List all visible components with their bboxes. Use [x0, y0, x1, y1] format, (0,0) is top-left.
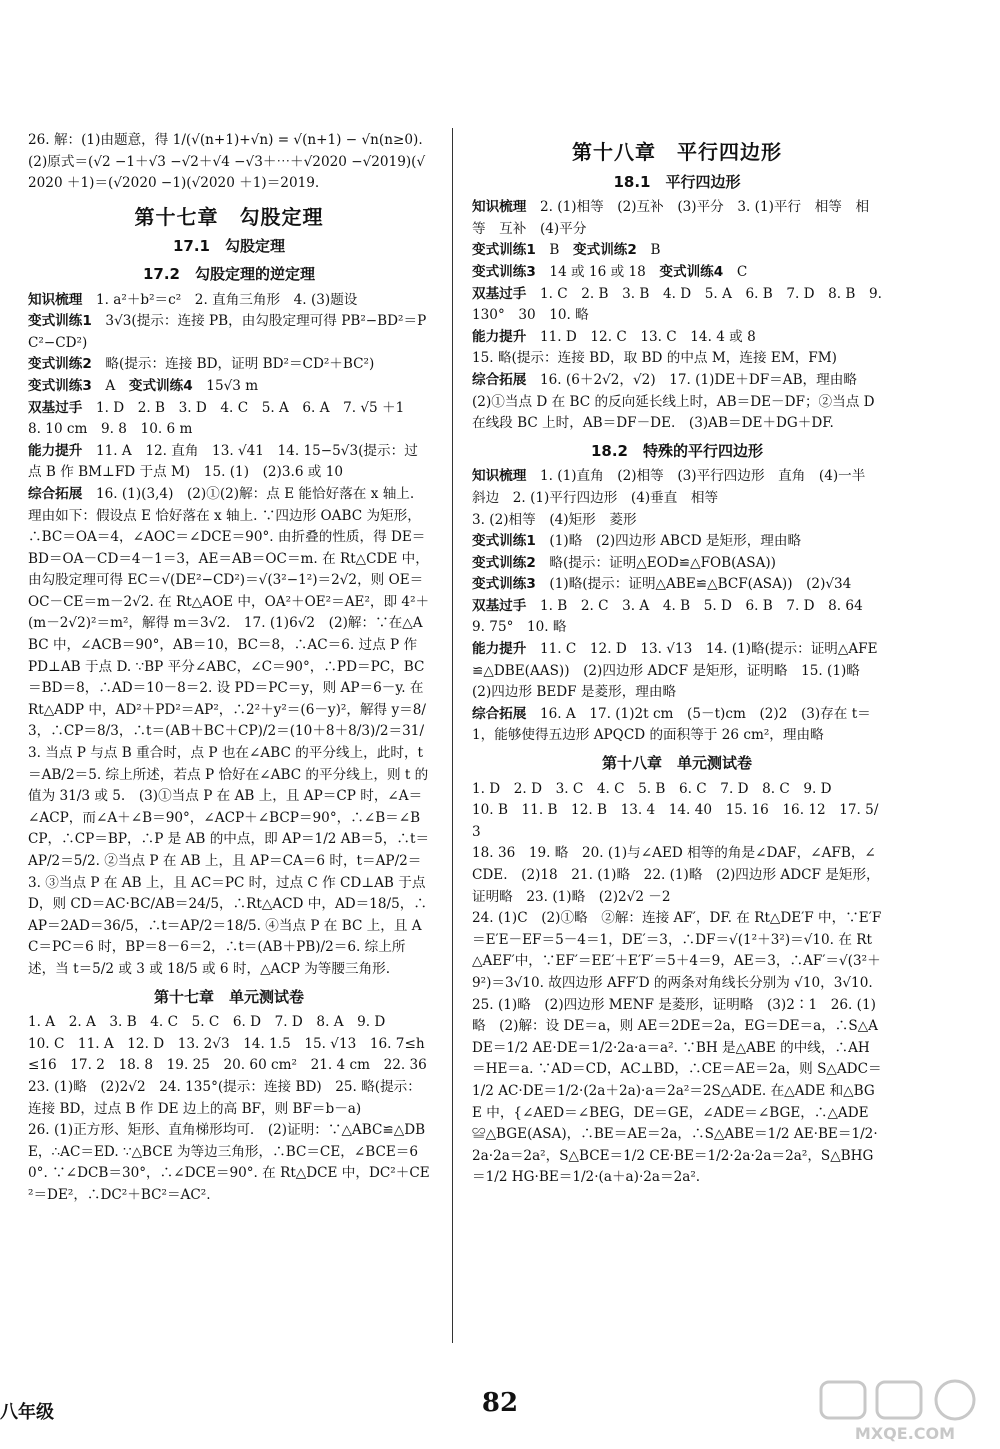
- answer-paragraph: 变式训练1 (1)略 (2)四边形 ABCD 是矩形，理由略: [472, 533, 802, 550]
- answer-paragraph: 知识梳理 1. a²＋b²＝c² 2. 直角三角形 4. (3)题设: [28, 291, 358, 308]
- answer-paragraph: 知识梳理 1. (1)直角 (2)相等 (3)平行四边形 直角 (4)一半 斜边 2. (1)平行四边形 (4)垂直 相等: [472, 468, 879, 506]
- watermark-logo-icon: [815, 1378, 995, 1444]
- answer-paragraph: 变式训练3 14 或 16 或 18 变式训练4 C: [472, 263, 748, 280]
- section-title: 18.2 特殊的平行四边形: [590, 441, 763, 460]
- answer-paragraph: 综合拓展 16. A 17. (1)2t cm (5－t)cm (2)2 (3)存在 t＝1，能够使得五边形 APQCD 的面积等于 26 cm²，理由略: [472, 705, 871, 744]
- answer-paragraph: 综合拓展 16. (6＋2√2，√2) 17. (1)DE＋DF＝AB，理由略 (2)①当点 D 在 BC 的反向延长线上时，AB＝DE－DF；②当点 D 在线段 BC 上时，AB＝DF－DE. (3)AB＝DE＋DG＋DF.: [472, 371, 875, 432]
- answer-paragraph: 能力提升 11. D 12. C 13. C 14. 4 或 8: [472, 328, 756, 345]
- answer-paragraph: 26. (1)正方形、矩形、直角梯形均可. (2)证明：∵△ABC≌△DBE，∴AC＝ED. ∵△BCE 为等边三角形，∴BC＝CE，∠BCE＝60°. ∵∠DCB＝30°，∴∠DCE＝90°. 在 Rt△DCE 中，DC²＋CE²＝DE²，∴DC²＋BC²＝AC².: [28, 1122, 430, 1203]
- answer-paragraph: 能力提升 11. C 12. D 13. √13 14. (1)略(提示：证明△AFE≌△DBE(AAS)) (2)四边形 ADCF 是矩形，证明略 15. (1)略 (2)四边形 BEDF 是菱形，理由略: [472, 641, 878, 701]
- answer-paragraph: 变式训练1 B 变式训练2 B: [472, 242, 661, 259]
- section-title: 第十七章 单元测试卷: [153, 987, 304, 1006]
- answer-paragraph: 10. C 11. A 12. D 13. 2√3 14. 1.5 15. √13 16. 7≤h≤16 17. 2 18. 8 19. 25 20. 60 cm² 21. 4 cm 22. 36: [28, 1035, 427, 1074]
- answer-paragraph: 10. B 11. B 12. B 13. 4 14. 40 15. 16 16. 12 17. 5/3: [472, 802, 879, 840]
- watermark-text: MXQE.COM: [854, 1424, 956, 1443]
- answer-paragraph: 变式训练3 A 变式训练4 15√3 m: [28, 377, 259, 394]
- answer-paragraph: 26. 解：(1)由题意，得 1/(√(n+1)+√n) = √(n+1) − √n(n≥0).: [28, 132, 423, 148]
- answer-paragraph: 变式训练1 3√3(提示：连接 PB，由勾股定理可得 PB²−BD²＝PC²−CD²): [28, 313, 427, 351]
- section-title: 18.1 平行四边形: [613, 172, 741, 191]
- chapter-title: 第十七章 勾股定理: [134, 204, 324, 229]
- answer-paragraph: 双基过手 1. B 2. C 3. A 4. B 5. D 6. B 7. D 8. 64 9. 75° 10. 略: [472, 597, 877, 636]
- answer-paragraph: 变式训练2 略(提示：连接 BD，证明 BD²＝CD²＋BC²): [28, 356, 375, 373]
- answer-paragraph: 18. 36 19. 略 20. (1)与∠AED 相等的角是∠DAF，∠AFB，∠CDE. (2)18 21. (1)略 22. (1)略 (2)四边形 ADCF 是矩形，证明略 23. (1)略 (2)2√2 －2: [472, 845, 880, 905]
- section-title: 17.1 勾股定理: [172, 237, 285, 256]
- grade-label: 八年级: [0, 1402, 54, 1423]
- answer-paragraph: 知识梳理 2. (1)相等 (2)互补 (3)平分 3. (1)平行 相等 相等 互补 (4)平分: [472, 199, 870, 237]
- answer-paragraph: 综合拓展 16. (1)(3,4) (2)①(2)解：点 E 能恰好落在 x 轴上. 理由如下：假设点 E 恰好落在 x 轴上. ∵四边形 OABC 为矩形，∴BC＝OA＝4，∠AOC＝∠DCE＝90°. 由折叠的性质，得 DE＝BD＝OA－CD＝4－1＝3，AE＝AB＝OC＝m. 在 Rt△CDE 中，由勾股定理可得 EC＝√(DE²−CD²)＝√(3²−1²)＝2√2，则 OE＝OC－CE＝m－2√2. 在 Rt△AOE 中，OA²＋OE²＝AE²，即 4²＋(m－2√2)²＝m²，解得 m＝3√2. 17. (1)6√2 (2)解：∵在△ABC 中，∠ACB＝90°，AB＝10，BC＝8，∴AC＝6. 过点 P 作 PD⊥AB 于点 D. ∵BP 平分∠ABC，∠C＝90°，∴PD＝PC，BC＝BD＝8，∴AD＝10－8＝2. 设 PD＝PC＝y，则 AP＝6－y. 在 Rt△ADP 中，AD²＋PD²＝AP²，∴2²＋y²＝(6－y)²，解得 y＝8/3，∴CP＝8/3，∴t＝(AB＋BC＋CP)/2＝(10＋8＋8/3)/2＝31/3. 当点 P 与点 B 重合时，点 P 也在∠ABC 的平分线上，此时，t＝AB/2＝5. 综上所述，若点 P 恰好在∠ABC 的平分线上，则 t 的值为 31/3 或 5. (3)①当点 P 在 AB 上，且 AP＝CP 时，∠A＝∠ACP，而∠A＋∠B＝90°，∠ACP＋∠BCP＝90°，∴∠B＝∠BCP，∴CP＝BP，∴P 是 AB 的中点，即 AP＝1/2 AB＝5，∴t＝AP/2＝5/2. ②当点 P 在 AB 上，且 AP＝CA＝6 时，t＝AP/2＝3. ③当点 P 在 AB 上，且 AC＝PC 时，过点 C 作 CD⊥AB 于点 D，则 CD＝AC·BC/AB＝24/5，∴Rt△ACD 中，AD＝18/5，∴AP＝2AD＝36/5，∴t＝AP/2＝18/5. ④当点 P 在 BC 上，且 AC＝PC＝6 时，BP＝8－6＝2，∴t＝(AB＋PB)/2＝6. 综上所述，当 t＝5/2 或 3 或 18/5 或 6 时，△ACP 为等腰三角形.: [28, 485, 430, 977]
- column-divider: [452, 128, 453, 1343]
- right-column: [472, 130, 887, 1189]
- answer-paragraph: 24. (1)C (2)①略 ②解：连接 AF′，DF. 在 Rt△DE′F 中，∵E′F＝E′E－EF＝5－4＝1，DE′＝3，∴DF＝√(1²＋3²)＝√10. 在 Rt△AEF′中，∵EF′＝EE′＋E′F′＝5＋4＝9，AE＝3，∴AF′＝√(3²＋9²)＝3√10. 故四边形 AFF′D 的两条对角线长分别为 √10，3√10. 25. (1)略 (2)四边形 MENF 是菱形，证明略 (3)2∶1 26. (1)略 (2)解：设 DE＝a，则 AE＝2DE＝2a，EG＝DE＝a，∴S△ADE＝1/2 AE·DE＝1/2·2a·a＝a². ∵BH 是△ABE 的中线，∴AH＝HE＝a. ∵AD＝CD，AC⊥BD，∴CE＝AE＝2a，则 S△ADC＝1/2 AC·DE＝1/2·(2a＋2a)·a＝2a²＝2S△ADE. 在△ADE 和△BGE 中，{∠AED＝∠BEG，DE＝GE，∠ADE＝∠BGE，∴△ADE≌△BGE(ASA)，∴BE＝AE＝2a，∴S△ABE＝1/2 AE·BE＝1/2·2a·2a＝2a²，S△BCE＝1/2 CE·BE＝1/2·2a·2a＝2a²，S△BHG＝1/2 HG·BE＝1/2·(a＋a)·2a＝2a².: [472, 910, 887, 1186]
- answer-paragraph: 变式训练2 略(提示：证明△EOD≌△FOB(ASA)): [472, 554, 776, 571]
- left-column: [28, 130, 430, 1207]
- answer-paragraph: (2)原式＝(√2 −1＋√3 −√2＋√4 −√3＋⋯＋√2020 −√2019)(√2020 ＋1)＝(√2020 −1)(√2020 ＋1)＝2019.: [28, 153, 426, 192]
- section-title: 第十八章 单元测试卷: [601, 754, 752, 773]
- answer-paragraph: 1. D 2. D 3. C 4. C 5. B 6. C 7. D 8. C 9. D: [472, 780, 832, 797]
- chapter-title: 第十八章 平行四边形: [572, 140, 782, 164]
- answer-paragraph: 3. (2)相等 (4)矩形 菱形: [472, 511, 637, 528]
- answer-paragraph: 变式训练3 (1)略(提示：证明△ABE≌△BCF(ASA)) (2)√34: [472, 576, 852, 593]
- page-number: 82: [481, 1388, 519, 1418]
- answer-paragraph: 23. (1)略 (2)2√2 24. 135°(提示：连接 BD) 25. 略(提示：连接 BD，过点 B 作 DE 边上的高 BF，则 BF＝b－a): [28, 1078, 421, 1117]
- answer-paragraph: 双基过手 1. D 2. B 3. D 4. C 5. A 6. A 7. √5 ＋1 8. 10 cm 9. 8 10. 6 m: [28, 399, 418, 438]
- answer-paragraph: 15. 略(提示：连接 BD，取 BD 的中点 M，连接 EM，FM): [472, 350, 837, 367]
- answer-paragraph: 1. A 2. A 3. B 4. C 5. C 6. D 7. D 8. A 9. D: [28, 1014, 386, 1031]
- section-title: 17.2 勾股定理的逆定理: [142, 264, 315, 283]
- answer-paragraph: 双基过手 1. C 2. B 3. B 4. D 5. A 6. B 7. D 8. B 9. 130° 30 10. 略: [472, 285, 882, 324]
- answer-paragraph: 能力提升 11. A 12. 直角 13. √41 14. 15−5√3(提示：过点 B 作 BM⊥FD 于点 M) 15. (1) (2)3.6 或 10: [28, 442, 418, 481]
